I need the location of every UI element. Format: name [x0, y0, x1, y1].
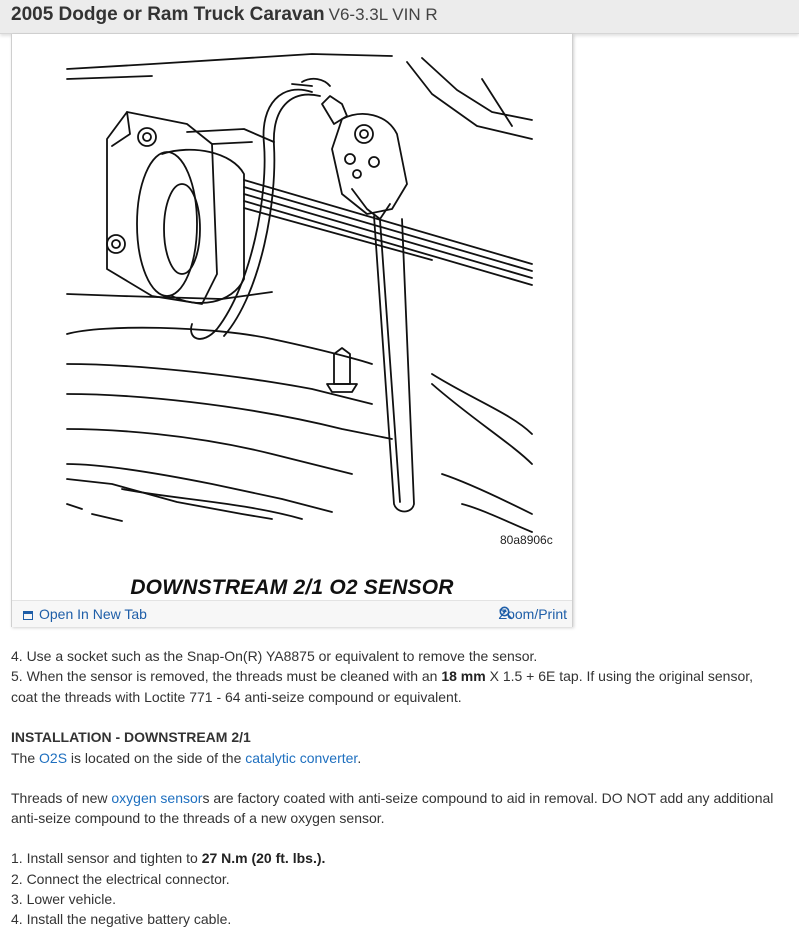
- install-step-1: [11, 850, 325, 866]
- install-step-3: 3. Lower vehicle.: [11, 891, 117, 907]
- step-5-text-cont: X 1.5 + 6E tap. If using the original sensor,: [485, 668, 754, 684]
- installation-paragraph-2-line2: anti-seize compound to the threads of a new oxygen sensor.: [11, 810, 385, 826]
- zoom-icon: [499, 606, 513, 620]
- figure-code: 80a8906c: [500, 533, 553, 547]
- p1-text: The: [11, 750, 40, 766]
- figure-caption: DOWNSTREAM 2/1 O2 SENSOR: [130, 576, 454, 599]
- sensor-illustration: [12, 34, 572, 574]
- installation-heading: INSTALLATION - DOWNSTREAM 2/1: [11, 729, 251, 745]
- zoom-print-link[interactable]: [499, 606, 567, 622]
- page-title: [11, 4, 438, 26]
- page-header: [0, 0, 799, 34]
- figure-toolbar: [12, 600, 572, 627]
- open-tab-label: Open In New Tab: [39, 606, 147, 622]
- o2s-link[interactable]: O2S: [39, 750, 68, 766]
- install-step-4: 4. Install the negative battery cable.: [11, 911, 232, 927]
- install-step-2: 2. Connect the electrical connector.: [11, 871, 230, 887]
- installation-paragraph-2: [11, 790, 773, 806]
- p2-text: Threads of new: [11, 790, 112, 806]
- install-step-1-text: 1. Install sensor and tighten to: [11, 850, 202, 866]
- installation-paragraph-1: [11, 750, 361, 766]
- oxygen-sensor-link[interactable]: oxygen sensor: [111, 790, 203, 806]
- p2-text-cont: s are factory coated with anti-seize compound to aid in removal. DO NOT add any additional: [202, 790, 774, 806]
- torque-spec: 27 N.m (20 ft. lbs.).: [201, 850, 326, 866]
- figure-panel: [11, 34, 573, 627]
- removal-step-4: 4. Use a socket such as the Snap-On(R) YA8875 or equivalent to remove the sensor.: [11, 648, 538, 664]
- open-in-new-tab-link[interactable]: [23, 606, 147, 622]
- removal-step-5: [11, 668, 753, 684]
- removal-step-5-line2: coat the threads with Loctite 771 - 64 anti-seize compound or equivalent.: [11, 689, 462, 705]
- catalytic-converter-link[interactable]: catalytic converter: [245, 750, 358, 766]
- zoom-label: Zoom/Print: [498, 606, 567, 622]
- step-5-text: 5. When the sensor is removed, the threads must be cleaned with an: [11, 668, 442, 684]
- p1-text-mid: is located on the side of the: [67, 750, 246, 766]
- engine-subtitle: V6-3.3L VIN R: [328, 5, 438, 24]
- p1-text-end: .: [357, 750, 362, 766]
- step-5-bold: 18 mm: [441, 668, 486, 684]
- vehicle-title: 2005 Dodge or Ram Truck Caravan: [11, 4, 325, 25]
- open-tab-icon: [23, 611, 33, 620]
